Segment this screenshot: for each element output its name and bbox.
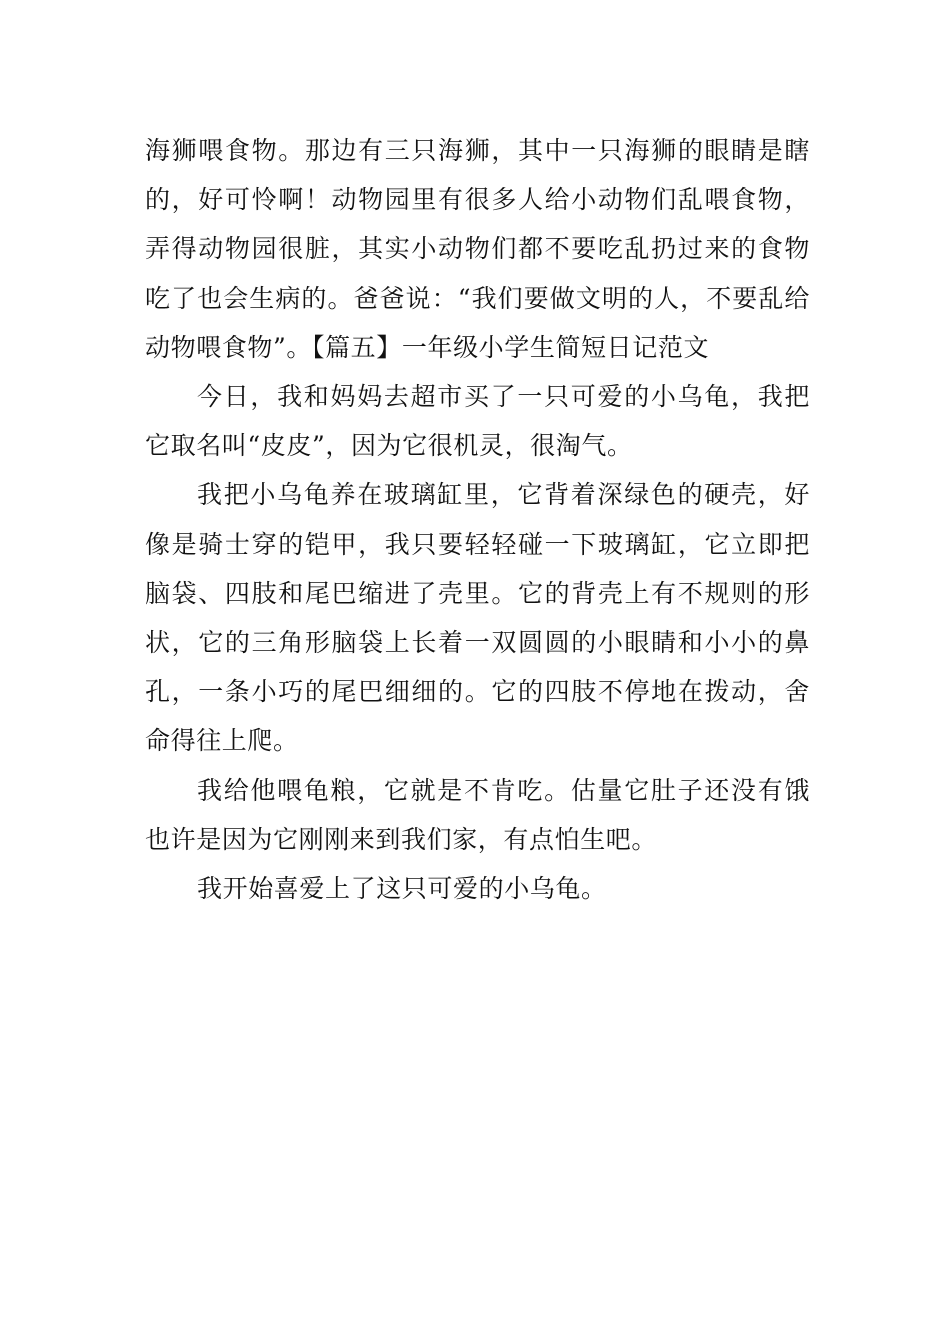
paragraph-1-text: 海狮喂食物。那边有三只海狮，其中一只海狮的眼睛是瞎的，好可怜啊！动物园里有很多人给小动物们乱喂食物，弄得动物园很脏，其实小动物们都不要吃乱扔过来的食物吃了也会生病的。爸爸说：“我们要做文明的人，不要乱给动物喂食物”。 bbox=[145, 136, 810, 362]
paragraph-3: 我把小乌龟养在玻璃缸里，它背着深绿色的硬壳，好像是骑士穿的铠甲，我只要轻轻碰一下玻璃缸，它立即把脑袋、四肢和尾巴缩进了壳里。它的背壳上有不规则的形状，它的三角形脑袋上长着一双圆圆的小眼睛和小小的鼻孔，一条小巧的尾巴细细的。它的四肢不停地在拨动，舍命得往上爬。 bbox=[145, 480, 810, 756]
section-heading: 【篇五】一年级小学生简短日记范文 bbox=[311, 332, 710, 362]
body-text bbox=[145, 126, 810, 913]
paragraph-4: 我给他喂龟粮，它就是不肯吃。估量它肚子还没有饿也许是因为它刚刚来到我们家，有点怕生吧。 bbox=[145, 775, 810, 854]
paragraph-1 bbox=[145, 126, 810, 372]
paragraph-5: 我开始喜爱上了这只可爱的小乌龟。 bbox=[197, 874, 607, 904]
paragraph-2: 今日，我和妈妈去超市买了一只可爱的小乌龟，我把它取名叫“皮皮”，因为它很机灵，很淘气。 bbox=[145, 382, 810, 461]
